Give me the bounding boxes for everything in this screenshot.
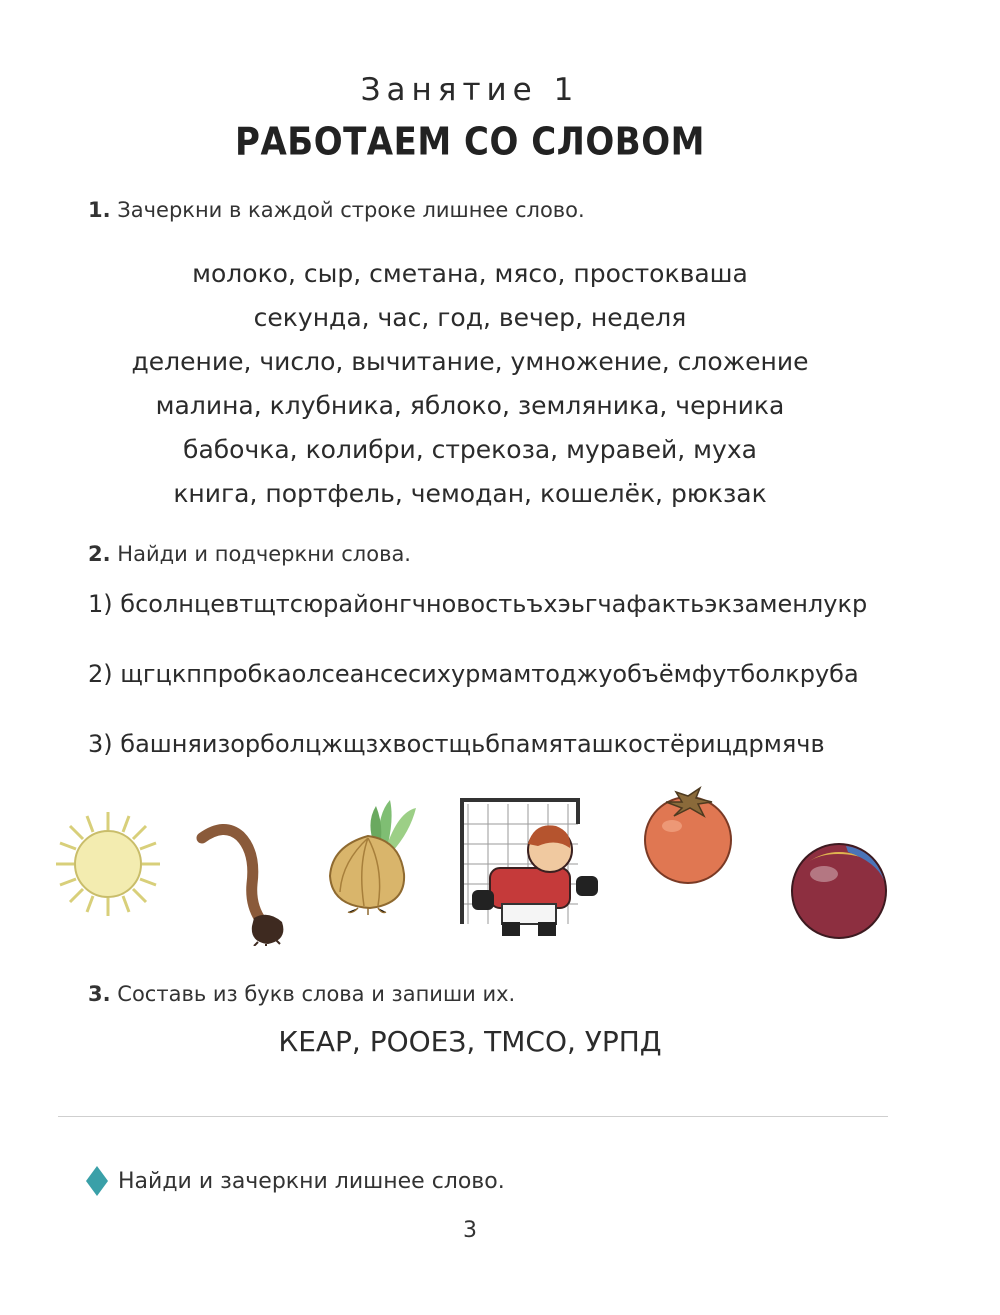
word-line[interactable]: деление, число, вычитание, умножение, сложение <box>131 347 809 376</box>
task-3-text: Составь из букв слова и запиши их. <box>117 982 516 1006</box>
divider <box>58 1116 888 1117</box>
onion-icon <box>318 796 422 916</box>
letter-sequence-3[interactable]: 3) башняизорболцжщзхвостщьбпамяташкостёрицдрмячв <box>88 730 825 758</box>
word-line[interactable]: секунда, час, год, вечер, неделя <box>253 303 687 332</box>
word-line[interactable]: книга, портфель, чемодан, кошелёк, рюкзак <box>173 479 767 508</box>
page-title: РАБОТАЕМ СО СЛОВОМ <box>235 120 705 165</box>
goalkeeper-icon <box>458 794 606 940</box>
task-2-heading <box>88 542 411 566</box>
hint-text: Найди и зачеркни лишнее слово. <box>118 1168 505 1194</box>
word-line[interactable]: молоко, сыр, сметана, мясо, простокваша <box>192 259 748 288</box>
lesson-label: Занятие 1 <box>360 72 580 108</box>
anagram-letters: КЕАР, РООЕЗ, ТМСО, УРПД <box>278 1025 662 1058</box>
word-line[interactable]: малина, клубника, яблоко, земляника, черника <box>155 391 785 420</box>
word-lines <box>0 252 940 516</box>
ball-icon <box>788 840 890 942</box>
task-1-heading <box>88 198 585 222</box>
letter-sequence-2[interactable]: 2) щгцкппробкаолсеансесихурмамтоджуобъёмфутболкруба <box>88 660 859 688</box>
hint <box>86 1166 505 1196</box>
page-number: 3 <box>463 1218 477 1243</box>
word-line[interactable]: бабочка, колибри, стрекоза, муравей, муха <box>183 435 757 464</box>
task-2-text: Найди и подчеркни слова. <box>117 542 411 566</box>
persimmon-icon <box>638 786 738 886</box>
task-3-number: 3. <box>88 982 111 1006</box>
diamond-icon <box>86 1166 108 1196</box>
tail-icon <box>196 822 296 946</box>
task-3-heading <box>88 982 515 1006</box>
task-1-text: Зачеркни в каждой строке лишнее слово. <box>117 198 585 222</box>
task-1-number: 1. <box>88 198 111 222</box>
letter-sequence-1[interactable]: 1) бсолнцевтщтсюрайонгчновостьъхэьгчафактьэкзаменлукр <box>88 590 868 618</box>
task-2-number: 2. <box>88 542 111 566</box>
sun-icon <box>52 808 164 920</box>
